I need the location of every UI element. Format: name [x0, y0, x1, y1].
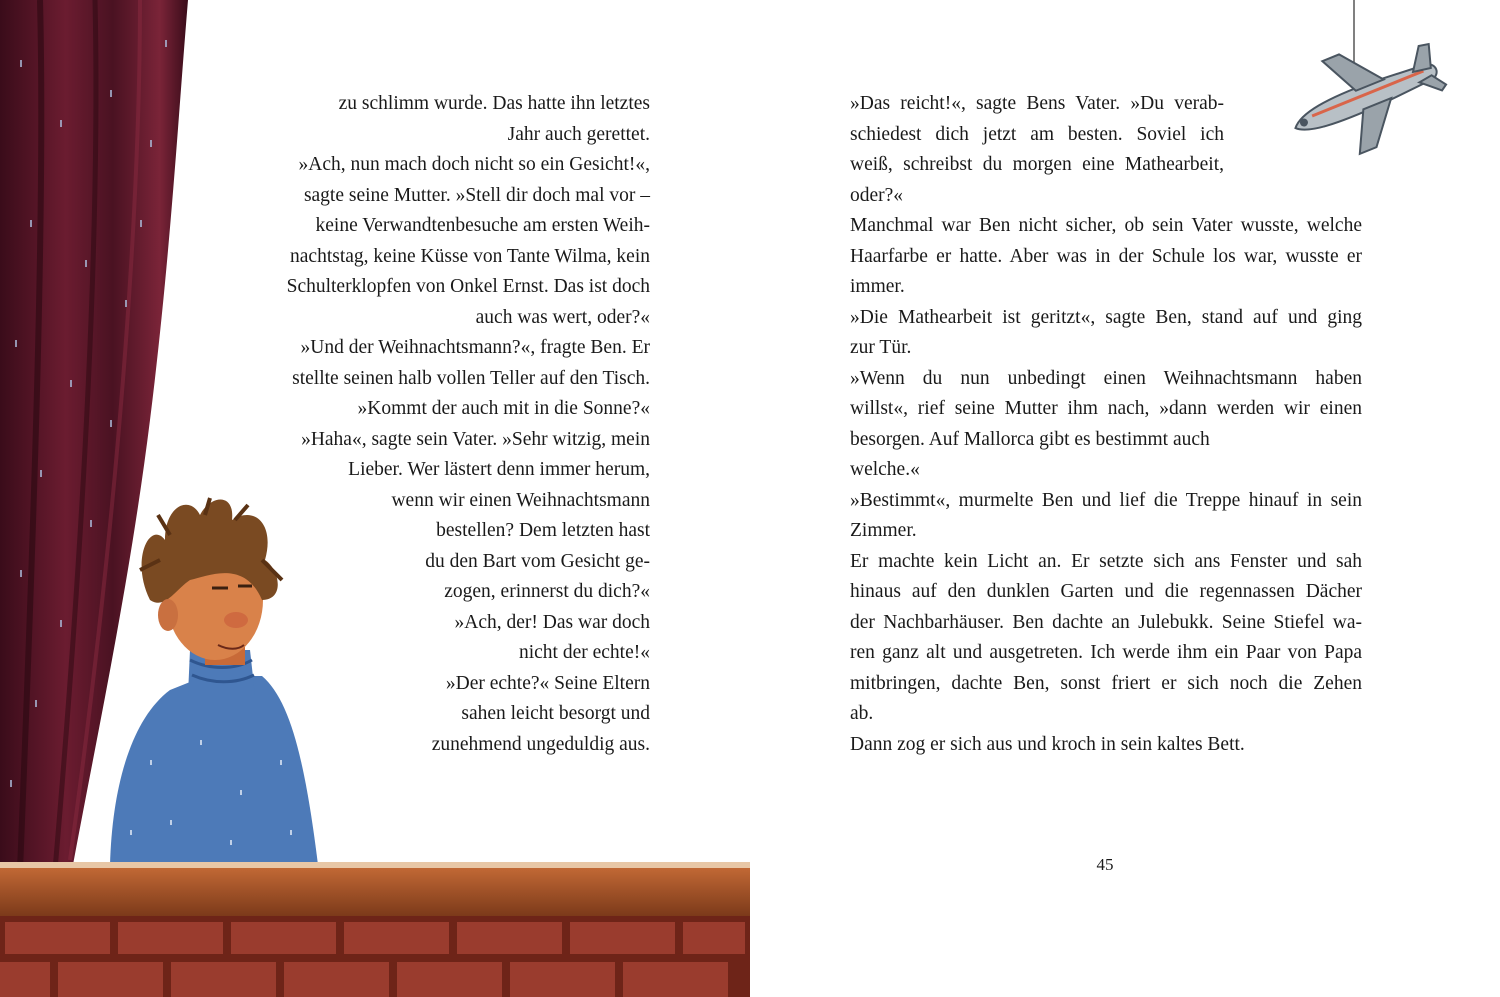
text-line: zogen, erinnerst du dich?«	[444, 581, 650, 602]
text-line: hinaus auf den dunklen Garten und die regennassen Dächer	[850, 581, 1362, 602]
text-line: welche.«	[850, 459, 920, 480]
right-page-text	[850, 89, 1362, 760]
text-line: auch was wert, oder?«	[475, 306, 650, 328]
text-line: »Das reicht!«, sagte Bens Vater. »Du verab-	[850, 93, 1224, 114]
text-line: nachtstag, keine Küsse von Tante Wilma, kein	[290, 245, 650, 267]
text-line: weiß, schreibst du morgen eine Mathearbeit,	[850, 154, 1224, 175]
text-line: willst«, rief seine Mutter ihm nach, »dann werden wir einen	[850, 398, 1362, 419]
text-line: Haarfarbe er hatte. Aber was in der Schule los war, wusste er	[850, 245, 1362, 267]
text-line: zu schlimm wurde. Das hatte ihn letztes	[338, 93, 650, 114]
text-line: Zimmer.	[850, 520, 917, 541]
text-line: Dann zog er sich aus und kroch in sein kaltes Bett.	[850, 733, 1245, 755]
text-line: »Wenn du nun unbedingt einen Weihnachtsmann haben	[850, 367, 1362, 389]
text-line: »Kommt der auch mit in die Sonne?«	[357, 398, 650, 419]
wall	[0, 862, 750, 997]
text-line: zur Tür.	[850, 337, 912, 358]
text-line: »Die Mathearbeit ist geritzt«, sagte Ben, stand auf und ging	[850, 306, 1362, 328]
text-line: »Ach, nun mach doch nicht so ein Gesicht!«,	[298, 154, 650, 175]
text-line: »Und der Weihnachtsmann?«, fragte Ben. Er	[300, 337, 650, 358]
text-line: du den Bart vom Gesicht ge-	[425, 550, 650, 572]
text-line: »Der echte?« Seine Eltern	[445, 672, 650, 694]
text-line: schiedest dich jetzt am besten. Soviel ich	[850, 123, 1224, 145]
text-line: sahen leicht besorgt und	[461, 703, 650, 724]
text-line: nicht der echte!«	[518, 642, 650, 663]
text-line: mitbringen, dachte Ben, sonst friert er sich noch die Zehen	[850, 672, 1362, 694]
text-line: »Haha«, sagte sein Vater. »Sehr witzig, mein	[301, 428, 650, 450]
text-line: wenn wir einen Weihnachtsmann	[391, 489, 650, 511]
text-line: bestellen? Dem letzten hast	[436, 520, 650, 541]
text-line: Lieber. Wer lästert denn immer herum,	[348, 459, 650, 480]
text-line: Manchmal war Ben nicht sicher, ob sein Vater wusste, welche	[850, 215, 1362, 236]
text-line: »Ach, der! Das war doch	[454, 611, 650, 633]
left-page-text	[240, 89, 650, 760]
text-line: sagte seine Mutter. »Stell dir doch mal vor –	[303, 184, 650, 206]
text-line: keine Verwandtenbesuche am ersten Weih-	[315, 215, 650, 236]
text-line: Er machte kein Licht an. Er setzte sich ans Fenster und sah	[850, 550, 1362, 572]
text-line: Jahr auch gerettet.	[507, 123, 650, 145]
text-line: zunehmend ungeduldig aus.	[431, 733, 650, 755]
text-line: oder?«	[850, 184, 904, 206]
page-number: 45	[1096, 855, 1114, 874]
text-line: der Nachbarhäuser. Ben dachte an Julebukk. Seine Stiefel wa-	[850, 611, 1362, 633]
text-line: Schulterklopfen von Onkel Ernst. Das ist doch	[286, 276, 650, 297]
text-line: »Bestimmt«, murmelte Ben und lief die Treppe hinauf in sein	[850, 489, 1362, 511]
airplane-mobile-icon	[1270, 0, 1460, 165]
text-line: stellte seinen halb vollen Teller auf den Tisch.	[292, 367, 650, 389]
text-line: ren ganz alt und ausgetreten. Ich werde ihm ein Paar von Papa	[850, 642, 1362, 663]
text-line: immer.	[850, 276, 905, 297]
text-line: ab.	[850, 703, 874, 724]
text-line: besorgen. Auf Mallorca gibt es bestimmt auch	[850, 428, 1210, 450]
